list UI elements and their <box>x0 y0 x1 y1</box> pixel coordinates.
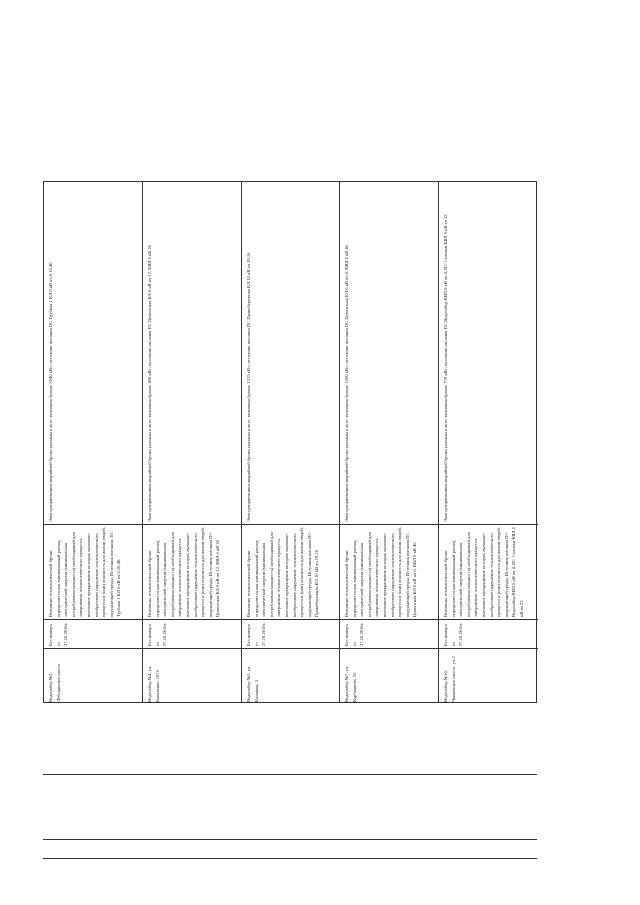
cell-power: Электроприемники аварийной брони указаны в акте, величина брони: 770 кВт; источник питания ПС Водозабор КВЛ 6 кВ яч 4, ПС Соловьи КВЛ 6 кВ яч 22 <box>443 214 449 522</box>
table-row <box>143 182 242 702</box>
cell-border <box>242 648 340 649</box>
cell-object: Водозабор №4, ул. Коваленко, 107б <box>146 664 160 702</box>
cell-description: Величина технологической брони определяется как минимальный расход электрической энергии (минимальная потребляемая мощность) необходимый для завершения технологического процесса, внезапное прекращение которых вызывает необратимое нарушение технологического процесса и (или) опасность для жизни людей, окружающей среды. Источник питания ПС Правобережная КЛ 10 кВ яч 19,16 <box>245 525 319 617</box>
cell-doc: Без номера от 27.10.2016г. <box>146 622 167 646</box>
cell-border <box>439 619 538 620</box>
cell-description: Величина технологической брони определяется как минимальный расход электрической энергии (минимальная потребляемая мощность) необходимый для завершения технологического процесса, внезапное прекращение которых вызывает необратимое нарушение технологического процесса и (или) опасность для жизни людей, окружающей среды. Источник питания ПС Цементная КЛ 6 кВ яч 6, КВЛ 6 кВ 46 <box>344 525 418 617</box>
cell-border <box>439 524 538 525</box>
cell-power: Электроприемники аварийной брони указаны в акте, величина брони: 1200 кВт; источник питания ПС Цементная КЛ 6 кВ яч 6, КВЛ 6 кВ 46 <box>344 245 350 522</box>
cell-power: Электроприемники аварийной брони указаны в акте, величина брони: 400 кВт; источник питания ПС Цементная КЛ 6 кВ яч 12, КВЛ 6 кВ 26 <box>146 245 152 522</box>
cell-doc: Без номера от 27.10.2016г. <box>344 622 365 646</box>
footer-rule-3 <box>43 858 537 859</box>
cell-border <box>340 648 438 649</box>
cell-power: Электроприемники аварийной брони указаны в акте, величина брони: 2640 кВт; источник питания ПС Трубная 1 КЛ 6 кВ яч 6.10,40 <box>48 262 53 522</box>
cell-border <box>340 619 438 620</box>
cell-description: Величина технологической брони определяется как минимальный расход электрической энергии (минимальная потребляемая мощность) необходимый для завершения технологического процесса, внезапное прекращение которых вызывает необратимое нарушение технологического процесса и (или) опасность для жизни людей, окружающей среды. Источник питания ПС Водозабор КВЛ 6 кВ яч 4, ПС Соловьи КВЛ 6 кВ яч 22 <box>443 525 525 617</box>
cell-object: Водозабор №10, Чапаевское шоссе, уч.2 <box>443 656 456 702</box>
table-row <box>439 182 538 702</box>
cell-object: Водозабор №7, ул. Карбышева, 55 <box>344 664 357 702</box>
cell-border <box>439 648 538 649</box>
cell-border <box>143 524 241 525</box>
cell-border <box>44 619 142 620</box>
cell-border <box>340 524 438 525</box>
cell-doc: Без номера от 27.10.2016г. <box>245 622 266 646</box>
footer-rule-2 <box>43 839 537 840</box>
table-row <box>340 182 439 702</box>
cell-border <box>242 524 340 525</box>
cell-object: Водозабор №3, Лебединское шоссе <box>48 663 61 702</box>
cell-border <box>44 524 142 525</box>
table-row <box>44 182 143 702</box>
cell-doc: Без номера от 27.10.2016г. <box>443 622 464 646</box>
cell-power: Электроприемники аварийной брони указаны в акте, величина брони: 1215 кВт; источник питания ПС Правобережная КЛ 10 кВ яч 19,16 <box>245 252 251 522</box>
cell-description: Величина технологической брони определяется как минимальный расход электрической энергии (минимальная потребляемая мощность) необходимый для завершения технологического процесса, внезапное прекращение которых вызывает необратимое нарушение технологического процесса и (или) опасность для жизни людей, окружающей среды. Источник питания: ПС Трубная 1 КЛ 6 кВ яч 6.10,40. <box>48 525 122 617</box>
cell-border <box>242 619 340 620</box>
cell-border <box>44 648 142 649</box>
table-row <box>242 182 341 702</box>
footer-rule-1 <box>43 774 537 775</box>
reservation-table <box>43 181 537 703</box>
cell-doc: Без номера от 27.10.2016г. <box>48 622 69 646</box>
cell-border <box>143 648 241 649</box>
cell-border <box>143 619 241 620</box>
cell-description: Величина технологической брони определяется как минимальный расход электрической энергии (минимальная потребляемая мощность) необходимый для завершения технологического процесса, внезапное прекращение которых вызывает необратимое нарушение технологического процесса и (или) опасность для жизни людей, окружающей среды. Источник питания ПС Цементная КЛ 6 кВ яч 12, КВЛ 6 кВ 26 <box>146 525 221 617</box>
cell-object: Водозабор №5, ул. Казакова, 3 <box>245 664 259 702</box>
